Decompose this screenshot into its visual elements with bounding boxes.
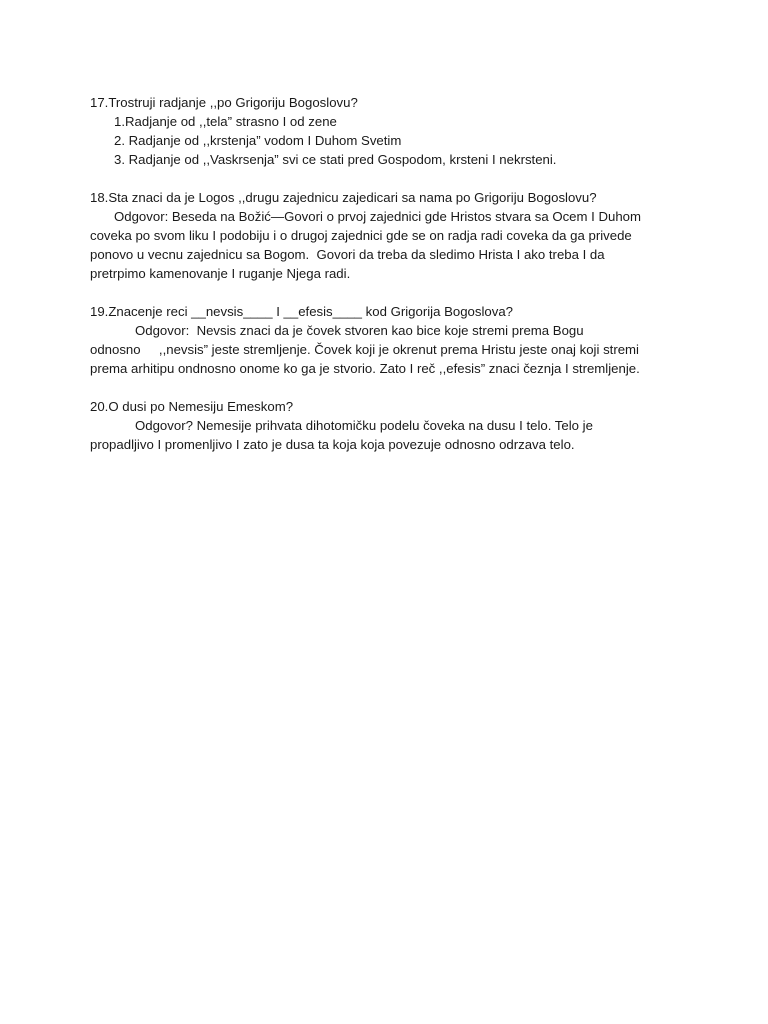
q18-answer-line-3: ponovo u vecnu zajednicu sa Bogom. Govori da treba da sledimo Hrista I ako treba I da: [90, 247, 605, 262]
q18-answer-line-1: Odgovor: Beseda na Božić—Govori o prvoj zajednici gde Hristos stvara sa Ocem I Duhom: [114, 209, 641, 224]
paragraph-gap: [90, 378, 680, 397]
paragraph-gap: [90, 283, 680, 302]
q20-answer-line-2: propadljivo I promenljivo I zato je dusa ta koja koja povezuje odnosno odrzava telo.: [90, 437, 575, 452]
q17-item-1: 1.Radjanje od ,,tela” strasno I od zene: [114, 114, 337, 129]
question-20: 20.O dusi po Nemesiju Emeskom?: [90, 399, 294, 414]
q19-answer-line-3: prema arhitipu ondnosno onome ko ga je stvorio. Zato I reč ,,efesis” znaci čeznja I stremljenje.: [90, 361, 640, 376]
question-18: 18.Sta znaci da je Logos ,,drugu zajednicu zajedicari sa nama po Grigoriju Bogoslovu?: [90, 190, 597, 205]
q17-item-3: 3. Radjanje od ,,Vaskrsenja” svi ce stati pred Gospodom, krsteni I nekrsteni.: [114, 152, 557, 167]
document-page: [90, 93, 680, 454]
q18-answer-line-4: pretrpimo kamenovanje I ruganje Njega radi.: [90, 266, 351, 281]
q18-answer-line-2: coveka po svom liku I podobiju i o drugoj zajednici gde se on radja radi coveka da ga privede: [90, 228, 632, 243]
question-19: 19.Znacenje reci __nevsis____ I __efesis____ kod Grigorija Bogoslova?: [90, 304, 513, 319]
paragraph-gap: [90, 169, 680, 188]
question-17: 17.Trostruji radjanje ,,po Grigoriju Bogoslovu?: [90, 95, 358, 110]
q17-item-2: 2. Radjanje od ,,krstenja” vodom I Duhom Svetim: [114, 133, 402, 148]
q19-answer-line-2: odnosno ,,nevsis” jeste stremljenje. Čovek koji je okrenut prema Hristu jeste onaj koji stremi: [90, 342, 639, 357]
q19-answer-line-1: Odgovor: Nevsis znaci da je čovek stvoren kao bice koje stremi prema Bogu: [135, 323, 584, 338]
q20-answer-line-1: Odgovor? Nemesije prihvata dihotomičku podelu čoveka na dusu I telo. Telo je: [135, 418, 593, 433]
